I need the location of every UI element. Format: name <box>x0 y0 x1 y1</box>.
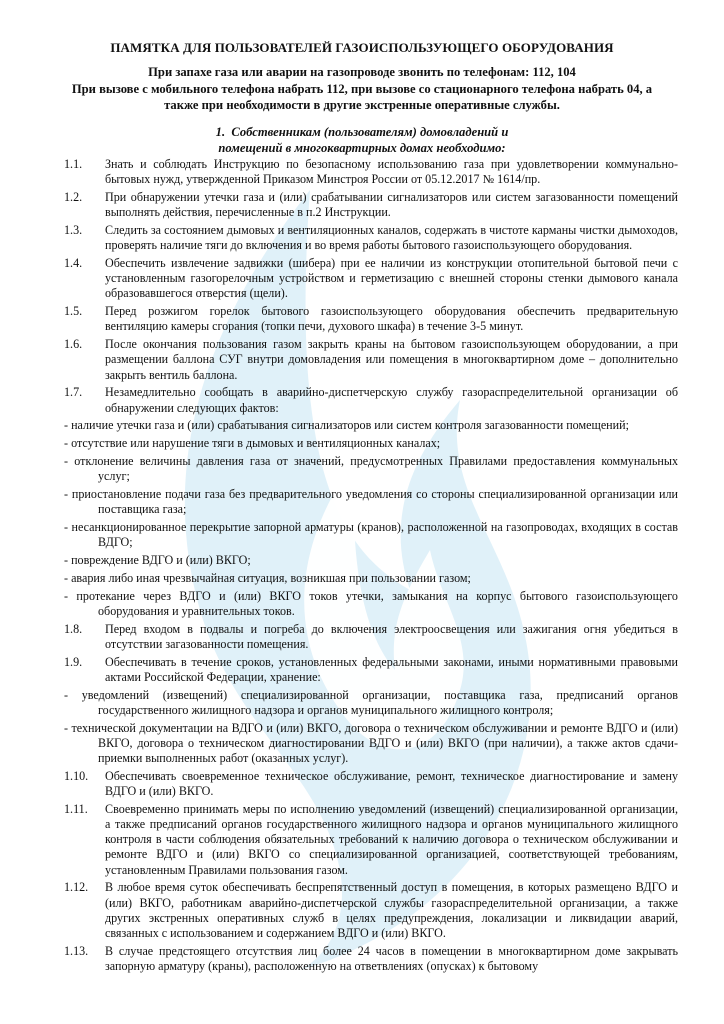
list-subitem <box>64 487 678 517</box>
page-title: ПАМЯТКА ДЛЯ ПОЛЬЗОВАТЕЛЕЙ ГАЗОИСПОЛЬЗУЮЩЕГО ОБОРУДОВАНИЯ <box>110 40 614 55</box>
list-item <box>64 223 678 253</box>
list-subitem <box>64 721 678 767</box>
item-text: - отклонение величины давления газа от значений, предусмотренных Правилами предоставления коммунальных услуг; <box>64 454 678 483</box>
list-item <box>64 944 678 974</box>
item-text: Обеспечивать своевременное техническое обслуживание, ремонт, техническое диагностирование и замену ВДГО и (или) ВКГО. <box>105 768 678 798</box>
item-text: - повреждение ВДГО и (или) ВКГО; <box>64 553 251 567</box>
item-text: - протекание через ВДГО и (или) ВКГО токов утечки, замыкания на корпус бытового газоиспользующего оборудования и уравнительных токов. <box>64 589 678 618</box>
list-item <box>64 304 678 334</box>
item-text: Следить за состоянием дымовых и вентиляционных каналов, содержать в чистоте карманы чистки дымоходов, проверять наличие тяги до включения и во время работы бытового газоиспользующего оборудования. <box>105 223 678 253</box>
list-item <box>64 769 678 799</box>
item-number: 1.8. <box>64 621 83 636</box>
list-subitem <box>64 436 678 451</box>
list-subitem <box>64 688 678 718</box>
item-text: - приостановление подачи газа без предварительного уведомления со стороны специализированной организации или поставщика газа; <box>64 487 678 516</box>
item-text: Перед розжигом горелок бытового газоиспользующего оборудования обеспечить предварительную вентиляцию камеры сгорания (топки печи, духового шкафа) в течение 3-5 минут. <box>105 304 678 334</box>
list-item <box>64 880 678 941</box>
list-item <box>64 157 678 187</box>
item-number: 1.3. <box>64 223 83 237</box>
list-item <box>64 655 678 685</box>
item-number: 1.5. <box>64 304 83 319</box>
item-number: 1.4. <box>64 256 83 270</box>
list-item <box>64 802 678 878</box>
item-number: 1.11. <box>64 801 88 816</box>
item-text: - наличие утечки газа и (или) срабатывания сигнализаторов или систем контроля загазованности помещений; <box>64 418 629 432</box>
item-text: Перед входом в подвалы и погреба до включения электроосвещения или зажигания огня убедиться в отсутствии загазованности помещения. <box>105 621 678 651</box>
item-number: 1.13. <box>64 943 89 958</box>
item-text: При обнаружении утечки газа и (или) срабатывании сигнализаторов или систем загазованности помещений выполнять действия, перечисленные в п.2 Инструкции. <box>105 190 678 220</box>
item-text: - несанкционированное перекрытие запорной арматуры (кранов), расположенной на газопроводах, входящих в состав ВДГО; <box>64 520 678 549</box>
item-text: Обеспечивать в течение сроков, установленных федеральными законами, иными нормативными правовыми актами Российской Федерации, хранение: <box>105 654 678 684</box>
item-text: В любое время суток обеспечивать беспрепятственный доступ в помещения, в которых размещено ВДГО и (или) ВКГО, работникам аварийно-диспетчерской службы газораспределительной организации, а также других экстренных оперативных служб в целях предупреждения, локализации и ликвидации аварий, связанных с использованием и содержанием ВДГО и (или) ВКГО. <box>105 880 678 941</box>
list-item <box>64 622 678 652</box>
item-text: - технической документации на ВДГО и (или) ВКГО, договора о техническом обслуживании и ремонте ВДГО и (или) ВКГО, договора о техническом диагностировании ВДГО и (или) ВКГО (при наличии), а также актов сдачи-приемки выполненных работ (оказанных услуг). <box>64 721 678 765</box>
item-text: В случае предстоящего отсутствия лиц более 24 часов в помещении в многоквартирном доме закрывать запорную арматуру (краны), расположенную на ответвлениях (опусках) к бытовому <box>105 943 678 974</box>
emergency-notice <box>66 64 658 114</box>
emergency-line-2: При вызове с мобильного телефона набрать 112, при вызове со стационарного телефона набрать 04, а также при необходимости в другие экстренные оперативные службы. <box>71 81 653 112</box>
item-number: 1.7. <box>64 385 83 400</box>
item-text: - авария либо иная чрезвычайная ситуация, возникшая при пользовании газом; <box>64 571 471 585</box>
item-number: 1.10. <box>64 768 89 783</box>
item-text: Обеспечить извлечение задвижки (шибера) при ее наличии из конструкции отопительной бытовой печи с установленным газогорелочным устройством и герметизацию с внешней стороны стенки дымового канала образовавшегося отверстия (щели). <box>105 256 678 301</box>
item-text: - уведомлений (извещений) специализированной организации, поставщика газа, предписаний органов государственного жилищного надзора и органов муниципального жилищного контроля; <box>64 688 678 717</box>
list-subitem <box>64 520 678 550</box>
section-title-text-1: Собственникам (пользователям) домовладений и <box>231 125 509 139</box>
item-text: - отсутствие или нарушение тяги в дымовых и вентиляционных каналах; <box>64 436 440 450</box>
section-heading <box>0 125 724 156</box>
list-item <box>64 337 678 383</box>
section-number: 1. <box>215 125 226 139</box>
list-item <box>64 385 678 415</box>
item-number: 1.6. <box>64 337 83 352</box>
list-subitem <box>64 418 678 433</box>
list-subitem <box>64 571 678 586</box>
item-number: 1.1. <box>64 157 83 171</box>
list-subitem <box>64 589 678 619</box>
item-text: Знать и соблюдать Инструкцию по безопасному использованию газа при удовлетворении коммунально-бытовых нужд, утвержденной Приказом Минстроя России от 05.12.2017 № 1614/пр. <box>105 157 678 187</box>
section-title-line-1 <box>0 125 724 141</box>
list-item <box>64 256 678 302</box>
list-item <box>64 190 678 220</box>
item-number: 1.2. <box>64 190 83 204</box>
item-text: После окончания пользования газом закрыть краны на бытовом газоиспользующем оборудовании, а при размещении баллона СУГ внутри домовладения или помещения в многоквартирном доме – дополнительно закрыть вентиль баллона. <box>105 337 678 382</box>
emergency-line-1: При запахе газа или аварии на газопроводе звонить по телефонам: 112, 104 <box>148 65 576 79</box>
list-subitem <box>64 454 678 484</box>
item-text: Своевременно принимать меры по исполнению уведомлений (извещений) специализированной организации, а также предписаний органов государственного жилищного надзора и органов муниципального жилищного контроля в части соблюдения обязательных требований к наличию договора о техническом обслуживании и ремонте ВДГО и (или) ВКГО со специализированной организацией, соответствующей требованиям, установленным Правилами пользования газом. <box>105 801 678 877</box>
item-number: 1.12. <box>64 880 89 895</box>
section-title-line-2: помещений в многоквартирных домах необходимо: <box>218 140 506 155</box>
item-text: Незамедлительно сообщать в аварийно-диспетчерскую службу газораспределительной организации об обнаружении следующих фактов: <box>105 385 678 415</box>
requirements-list <box>64 157 678 977</box>
item-number: 1.9. <box>64 654 83 669</box>
list-subitem <box>64 553 678 568</box>
